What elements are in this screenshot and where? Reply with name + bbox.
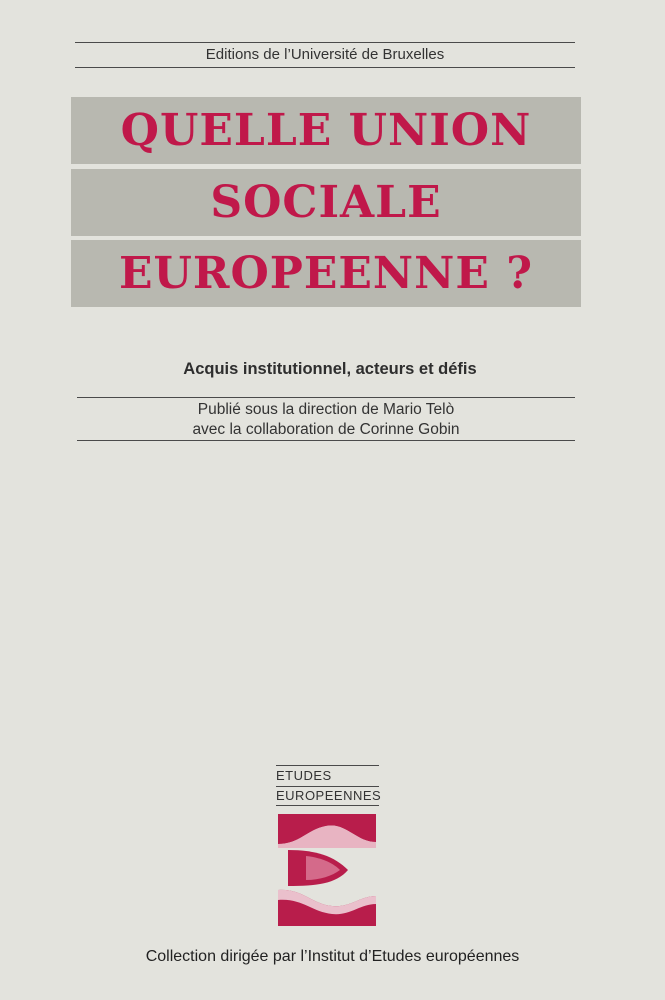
top-rule — [75, 42, 575, 43]
series-label-1: ETUDES — [276, 768, 332, 783]
collection-note: Collection dirigée par l’Institut d’Etudes européennes — [145, 948, 520, 965]
series-mid-rule — [276, 786, 379, 787]
series-logo-icon — [276, 812, 380, 930]
series-label-2: EUROPEENNES — [276, 788, 382, 803]
title-line-2: SOCIALE — [210, 177, 442, 228]
series-top-rule — [276, 765, 379, 766]
credit-line-2: avec la collaboration de Corinne Gobin — [192, 421, 460, 438]
publisher-name: Editions de l’Université de Bruxelles — [205, 46, 445, 63]
credit-line-1: Publié sous la direction de Mario Telò — [197, 401, 455, 418]
series-bottom-rule — [276, 805, 379, 806]
title-line-3: EUROPEENNE ? — [118, 248, 534, 299]
credits-top-rule — [77, 397, 575, 398]
credits-bottom-rule — [77, 440, 575, 441]
publisher-rule — [75, 67, 575, 68]
title-line-1: QUELLE UNION — [120, 105, 532, 156]
subtitle: Acquis institutionnel, acteurs et défis — [183, 360, 477, 378]
